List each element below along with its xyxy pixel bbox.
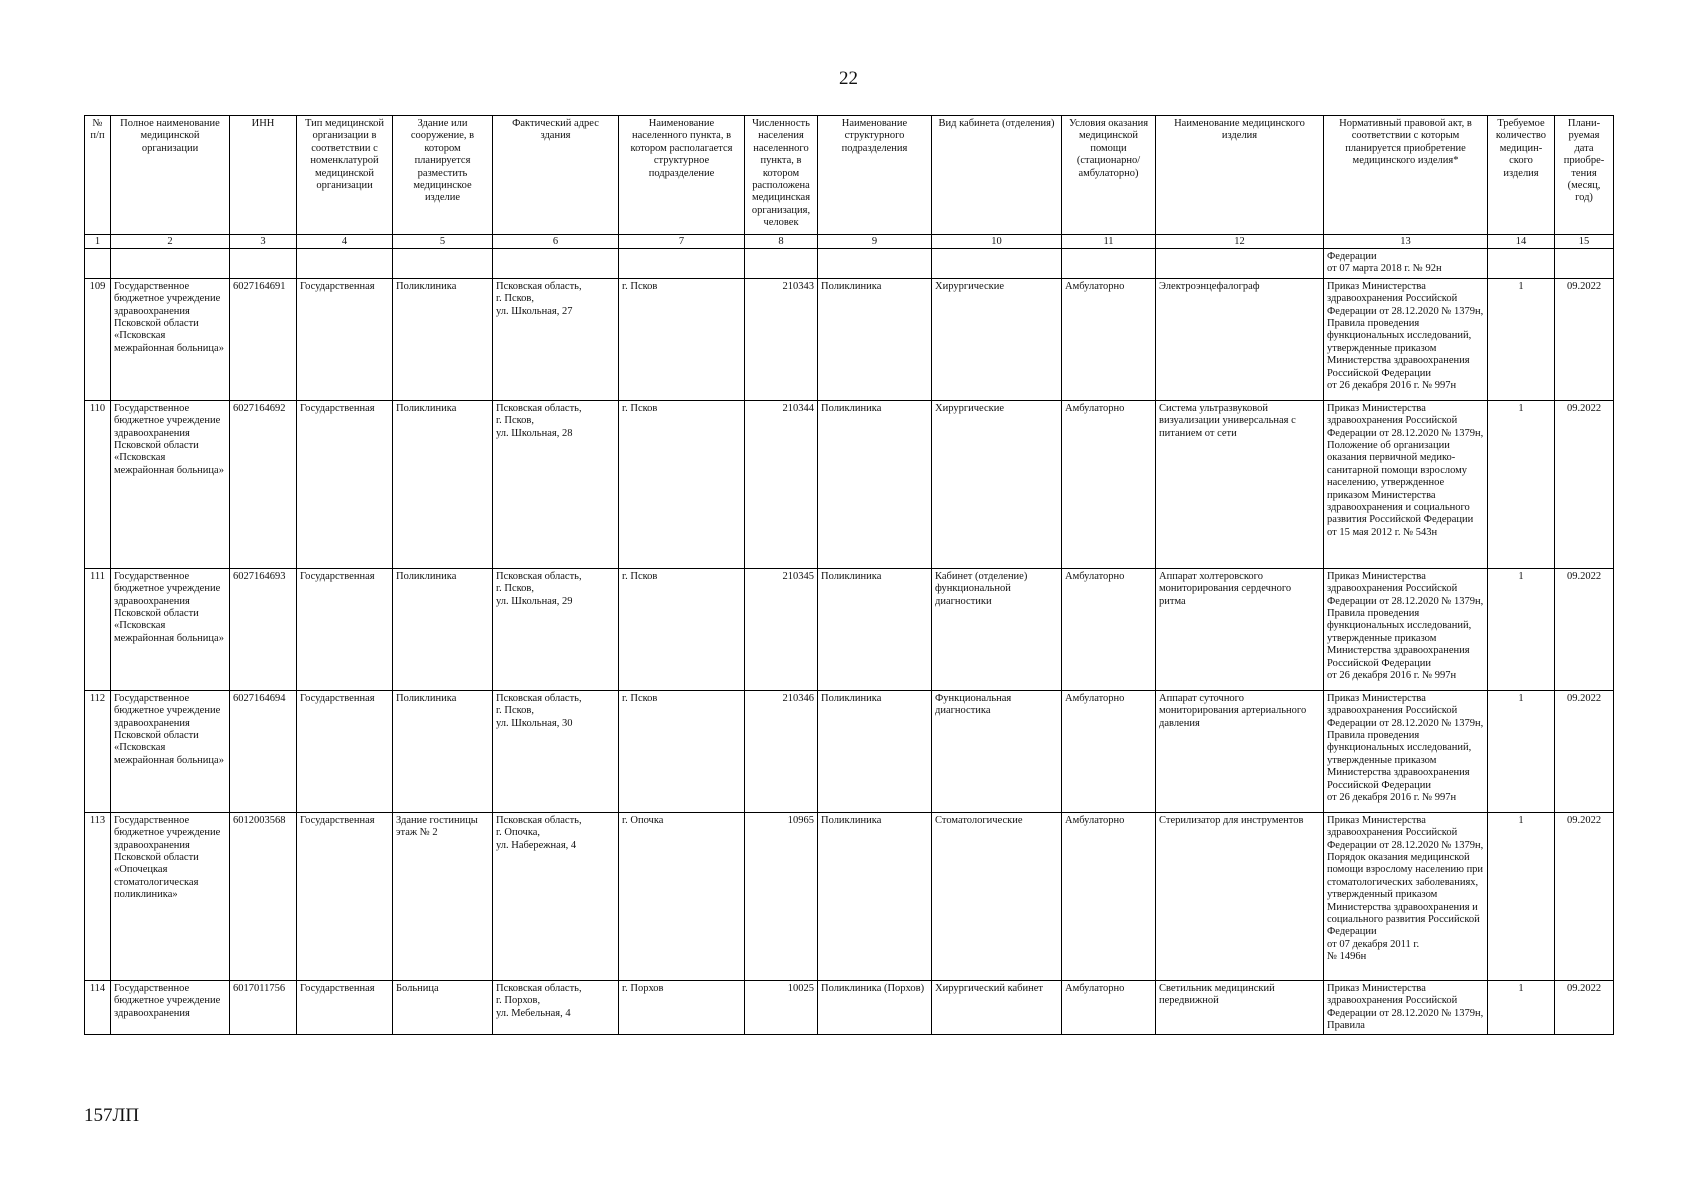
- subdivision-cell: Поликлиника: [818, 690, 932, 812]
- population-cell: 10025: [745, 980, 818, 1035]
- locality-cell: г. Псков: [619, 400, 745, 568]
- device-cell: Аппарат суточного мониторирования артериального давления: [1156, 690, 1324, 812]
- row-number: 113: [85, 812, 111, 980]
- column-number: 15: [1555, 235, 1614, 249]
- legal-act-cell: Приказ Министерства здравоохранения Российской Федерации от 28.12.2020 № 1379н, Правила проведения функциональных исследований, утвержденные приказом Министерства здравоохранения Российской Федерации от 26 декабря 2016 г. № 997н: [1324, 568, 1488, 690]
- header-cell: Нормативный правовой акт, в соответствии с которым планируется приобретение медицинского изделия*: [1324, 116, 1488, 235]
- header-cell: Вид кабинета (отделения): [932, 116, 1062, 235]
- table-row: [85, 980, 1614, 1035]
- organization-name: Государственное бюджетное учреждение здравоохранения Псковской области «Опочецкая стоматологическая поликлиника»: [111, 812, 230, 980]
- column-number: 6: [493, 235, 619, 249]
- column-number: 10: [932, 235, 1062, 249]
- cabinet-cell: Хирургические: [932, 278, 1062, 400]
- address-cell: Псковская область, г. Псков, ул. Школьная, 29: [493, 568, 619, 690]
- address-cell: Псковская область, г. Опочка, ул. Набережная, 4: [493, 812, 619, 980]
- footer-code: 157ЛП: [84, 1105, 140, 1126]
- population-cell: 210345: [745, 568, 818, 690]
- organization-name: Государственное бюджетное учреждение здравоохранения Псковской области «Псковская межрайонная больница»: [111, 568, 230, 690]
- conditions-cell: Амбулаторно: [1062, 400, 1156, 568]
- column-number: 9: [818, 235, 932, 249]
- header-cell: Условия оказания медицинской помощи (стационарно/ амбулаторно): [1062, 116, 1156, 235]
- column-number: 2: [111, 235, 230, 249]
- population-cell: 210344: [745, 400, 818, 568]
- header-cell: Фактический адрес здания: [493, 116, 619, 235]
- inn-cell: 6027164691: [230, 278, 297, 400]
- organization-name: Государственное бюджетное учреждение здравоохранения Псковской области «Псковская межрайонная больница»: [111, 278, 230, 400]
- organization-type: Государственная: [297, 980, 393, 1035]
- device-cell: Электроэнцефалограф: [1156, 278, 1324, 400]
- subdivision-cell: Поликлиника: [818, 278, 932, 400]
- column-number: 13: [1324, 235, 1488, 249]
- table-row: [85, 400, 1614, 568]
- date-cell: 09.2022: [1555, 812, 1614, 980]
- organization-name: Государственное бюджетное учреждение здравоохранения Псковской области «Псковская межрайонная больница»: [111, 690, 230, 812]
- quantity-cell: 1: [1488, 812, 1555, 980]
- legal-act-cell: Приказ Министерства здравоохранения Российской Федерации от 28.12.2020 № 1379н, Положение об организации оказания первичной медико-санитарной помощи взрослому населению, утвержденное приказом Министерства здравоохранения и социального развития Российской Федерации от 15 мая 2012 г. № 543н: [1324, 400, 1488, 568]
- conditions-cell: Амбулаторно: [1062, 690, 1156, 812]
- quantity-cell: 1: [1488, 980, 1555, 1035]
- table-row: [85, 812, 1614, 980]
- header-cell: № п/п: [85, 116, 111, 235]
- subdivision-cell: Поликлиника: [818, 400, 932, 568]
- locality-cell: г. Опочка: [619, 812, 745, 980]
- column-number: 5: [393, 235, 493, 249]
- column-number: 8: [745, 235, 818, 249]
- quantity-cell: 1: [1488, 400, 1555, 568]
- quantity-cell: 1: [1488, 568, 1555, 690]
- header-cell: Наименование населенного пункта, в котором располагается структурное подразделение: [619, 116, 745, 235]
- legal-act-cell: Приказ Министерства здравоохранения Российской Федерации от 28.12.2020 № 1379н, Правила проведения функциональных исследований, утвержденные приказом Министерства здравоохранения Российской Федерации от 26 декабря 2016 г. № 997н: [1324, 690, 1488, 812]
- cabinet-cell: Хирургические: [932, 400, 1062, 568]
- cabinet-cell: Кабинет (отделение) функциональной диагностики: [932, 568, 1062, 690]
- table-row: [85, 568, 1614, 690]
- column-number: 1: [85, 235, 111, 249]
- building-cell: Поликлиника: [393, 400, 493, 568]
- header-cell: Наименование медицинского изделия: [1156, 116, 1324, 235]
- cabinet-cell: Функциональная диагностика: [932, 690, 1062, 812]
- date-cell: 09.2022: [1555, 568, 1614, 690]
- column-number: 7: [619, 235, 745, 249]
- date-cell: 09.2022: [1555, 278, 1614, 400]
- date-cell: 09.2022: [1555, 980, 1614, 1035]
- header-cell: Требуемое количество медицин-ского изделия: [1488, 116, 1555, 235]
- table-row: [85, 278, 1614, 400]
- inn-cell: 6027164693: [230, 568, 297, 690]
- conditions-cell: Амбулаторно: [1062, 812, 1156, 980]
- date-cell: 09.2022: [1555, 400, 1614, 568]
- building-cell: Здание гостиницы этаж № 2: [393, 812, 493, 980]
- building-cell: Поликлиника: [393, 690, 493, 812]
- address-cell: Псковская область, г. Псков, ул. Школьная, 30: [493, 690, 619, 812]
- device-cell: Система ультразвуковой визуализации универсальная с питанием от сети: [1156, 400, 1324, 568]
- header-cell: Полное наименование медицинской организации: [111, 116, 230, 235]
- table-row: [85, 690, 1614, 812]
- device-cell: Стерилизатор для инструментов: [1156, 812, 1324, 980]
- header-cell: Наименование структурного подразделения: [818, 116, 932, 235]
- locality-cell: г. Псков: [619, 568, 745, 690]
- locality-cell: г. Псков: [619, 278, 745, 400]
- table-rows: [85, 278, 1614, 1035]
- column-number-row: [85, 235, 1614, 249]
- legal-act-cell: Приказ Министерства здравоохранения Российской Федерации от 28.12.2020 № 1379н, Правила: [1324, 980, 1488, 1035]
- organization-type: Государственная: [297, 690, 393, 812]
- legal-act-cell: Приказ Министерства здравоохранения Российской Федерации от 28.12.2020 № 1379н, Правила проведения функциональных исследований, утвержденные приказом Министерства здравоохранения Российской Федерации от 26 декабря 2016 г. № 997н: [1324, 278, 1488, 400]
- building-cell: Больница: [393, 980, 493, 1035]
- building-cell: Поликлиника: [393, 568, 493, 690]
- subdivision-cell: Поликлиника: [818, 812, 932, 980]
- address-cell: Псковская область, г. Порхов, ул. Мебельная, 4: [493, 980, 619, 1035]
- legal-act-cell: Приказ Министерства здравоохранения Российской Федерации от 28.12.2020 № 1379н, Порядок оказания медицинской помощи взрослому населению при стоматологических заболеваниях, утвержденный приказом Министерства здравоохранения и социального развития Российской Федерации от 07 декабря 2011 г. № 1496н: [1324, 812, 1488, 980]
- row-number: 109: [85, 278, 111, 400]
- date-cell: 09.2022: [1555, 690, 1614, 812]
- table-header-row: [85, 116, 1614, 235]
- inn-cell: 6027164692: [230, 400, 297, 568]
- organization-name: Государственное бюджетное учреждение здравоохранения: [111, 980, 230, 1035]
- subdivision-cell: Поликлиника (Порхов): [818, 980, 932, 1035]
- conditions-cell: Амбулаторно: [1062, 278, 1156, 400]
- header-cell: Численность населения населенного пункта, в котором расположена медицинская организация, человек: [745, 116, 818, 235]
- organization-name: Государственное бюджетное учреждение здравоохранения Псковской области «Псковская межрайонная больница»: [111, 400, 230, 568]
- row-number: 114: [85, 980, 111, 1035]
- inn-cell: 6017011756: [230, 980, 297, 1035]
- organization-type: Государственная: [297, 400, 393, 568]
- page-number: 22: [839, 68, 858, 89]
- column-number: 4: [297, 235, 393, 249]
- device-cell: Светильник медицинский передвижной: [1156, 980, 1324, 1035]
- row-number: 110: [85, 400, 111, 568]
- quantity-cell: 1: [1488, 690, 1555, 812]
- column-number: 3: [230, 235, 297, 249]
- header-cell: ИНН: [230, 116, 297, 235]
- population-cell: 210343: [745, 278, 818, 400]
- locality-cell: г. Порхов: [619, 980, 745, 1035]
- header-cell: Здание или сооружение, в котором планируется разместить медицинское изделие: [393, 116, 493, 235]
- cabinet-cell: Хирургический кабинет: [932, 980, 1062, 1035]
- row-number: 111: [85, 568, 111, 690]
- building-cell: Поликлиника: [393, 278, 493, 400]
- organization-type: Государственная: [297, 568, 393, 690]
- column-number: 11: [1062, 235, 1156, 249]
- continuation-row: [85, 249, 1614, 279]
- address-cell: Псковская область, г. Псков, ул. Школьная, 27: [493, 278, 619, 400]
- organization-type: Государственная: [297, 278, 393, 400]
- column-number: 14: [1488, 235, 1555, 249]
- cabinet-cell: Стоматологические: [932, 812, 1062, 980]
- inn-cell: 6012003568: [230, 812, 297, 980]
- quantity-cell: 1: [1488, 278, 1555, 400]
- medical-devices-table: [84, 115, 1614, 1035]
- subdivision-cell: Поликлиника: [818, 568, 932, 690]
- population-cell: 210346: [745, 690, 818, 812]
- device-cell: Аппарат холтеровского мониторирования сердечного ритма: [1156, 568, 1324, 690]
- conditions-cell: Амбулаторно: [1062, 568, 1156, 690]
- locality-cell: г. Псков: [619, 690, 745, 812]
- header-cell: Тип медицинской организации в соответствии с номенклатурой медицинской организации: [297, 116, 393, 235]
- population-cell: 10965: [745, 812, 818, 980]
- header-cell: Плани-руемая дата приобре-тения (месяц, год): [1555, 116, 1614, 235]
- row-number: 112: [85, 690, 111, 812]
- inn-cell: 6027164694: [230, 690, 297, 812]
- continuation-text: Федерации от 07 марта 2018 г. № 92н: [1324, 249, 1488, 279]
- conditions-cell: Амбулаторно: [1062, 980, 1156, 1035]
- address-cell: Псковская область, г. Псков, ул. Школьная, 28: [493, 400, 619, 568]
- organization-type: Государственная: [297, 812, 393, 980]
- column-number: 12: [1156, 235, 1324, 249]
